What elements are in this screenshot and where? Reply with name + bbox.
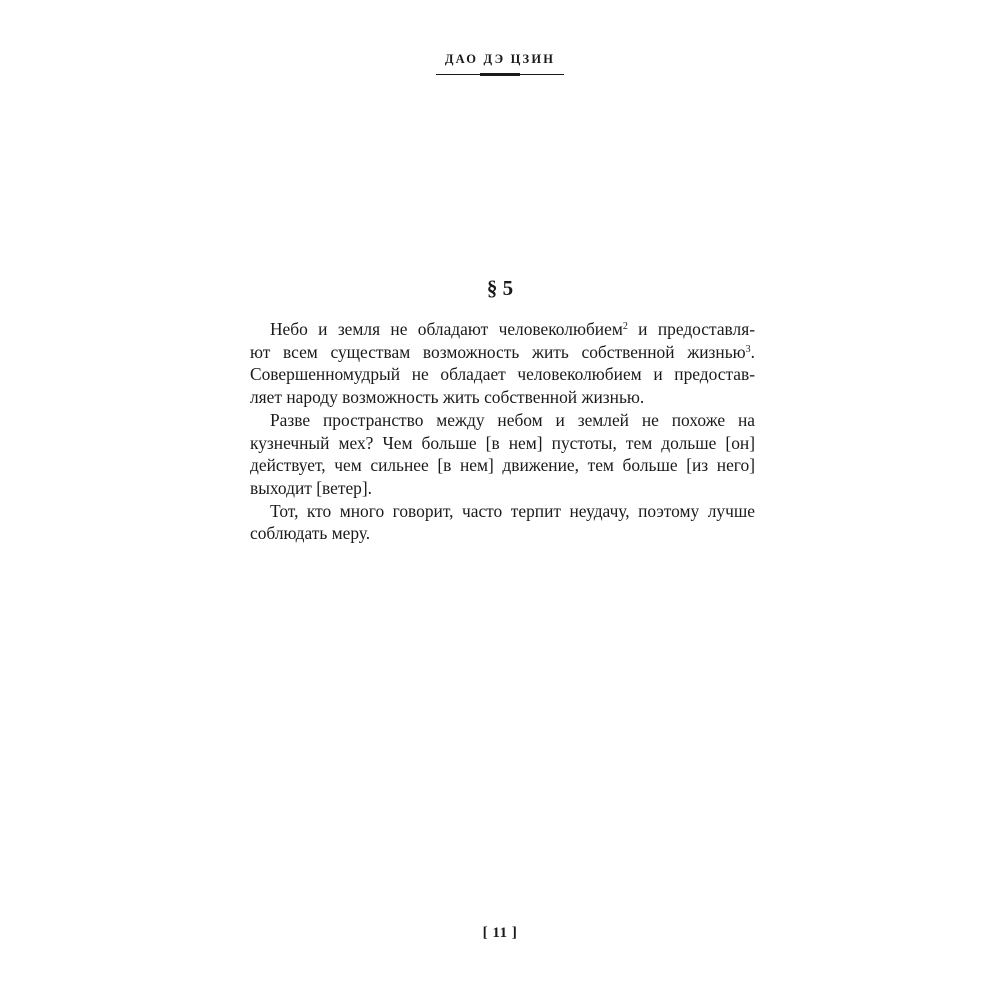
footnote-ref[interactable]: 2 xyxy=(622,321,628,332)
text-line: Тот, кто много говорит, часто терпит неудачу, поэтому лучше xyxy=(270,500,755,521)
paragraph xyxy=(250,500,755,545)
paragraph xyxy=(250,409,755,500)
text-line: выходит [ветер]. xyxy=(250,477,372,498)
text-line: Небо и земля не обладают человеколюбием$^2$ и предоставля- xyxy=(270,319,755,339)
text-line: Совершенномудрый не обладает человеколюбием и предостав- xyxy=(250,364,755,385)
text-line: соблюдать меру. xyxy=(250,523,371,544)
page-number: [ 11 ] xyxy=(482,925,518,941)
text-line: ляет народу возможность жить собственной жизнью. xyxy=(250,387,645,408)
body-text xyxy=(250,318,755,545)
footnote-ref[interactable]: 3 xyxy=(745,343,751,355)
header-rule-accent xyxy=(480,73,520,76)
section-title: § 5 xyxy=(486,276,514,300)
paragraph xyxy=(250,318,755,409)
text-line: ют всем существам возможность жить собственной жизнью$^3$. xyxy=(250,341,755,362)
text-line: действует, чем сильнее [в нем] движение, тем больше [из него] xyxy=(250,455,755,476)
text-line: Разве пространство между небом и землей не похоже на xyxy=(270,409,755,430)
text-line: кузнечный мех? Чем больше [в нем] пустоты, тем дольше [он] xyxy=(250,432,755,453)
running-header: ДАО ДЭ ЦЗИН xyxy=(444,52,556,66)
